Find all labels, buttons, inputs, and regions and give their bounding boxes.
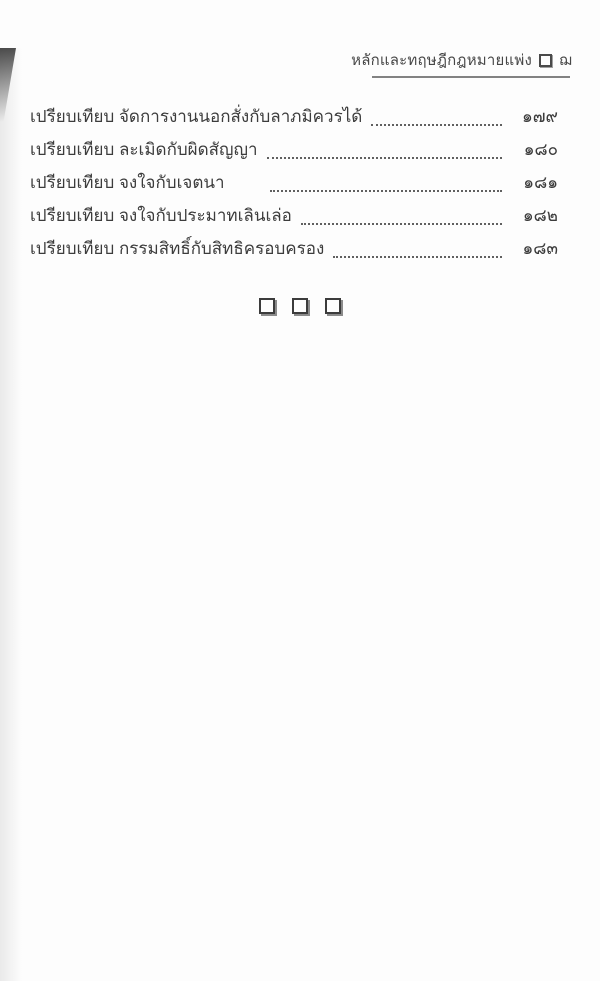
toc-entry-page-number: ๑๘๐ bbox=[523, 140, 558, 159]
toc-entry bbox=[30, 169, 558, 202]
toc-entry-label: เปรียบเทียบ จงใจกับประมาทเลินเล่อ bbox=[30, 206, 292, 225]
toc-entry-page-number: ๑๘๑ bbox=[523, 173, 558, 192]
toc-entry-page-number: ๑๗๙ bbox=[521, 107, 558, 126]
toc-entry-label: เปรียบเทียบ จัดการงานนอกสั่งกับลาภมิควรได้ bbox=[30, 107, 363, 126]
shadowed-square-icon bbox=[325, 298, 341, 314]
dot-leader bbox=[333, 256, 502, 258]
toc-entry-page-number: ๑๘๒ bbox=[522, 206, 558, 225]
toc-entry-label: เปรียบเทียบ กรรมสิทธิ์กับสิทธิครอบครอง bbox=[30, 239, 325, 258]
table-of-contents bbox=[30, 103, 558, 268]
scan-top-left-corner-shadow bbox=[0, 48, 16, 122]
toc-entry bbox=[30, 235, 558, 268]
dot-leader bbox=[267, 157, 502, 159]
dot-leader bbox=[270, 190, 502, 192]
dot-leader bbox=[301, 223, 502, 225]
running-header-title: หลักและทฤษฎีกฎหมายแพ่ง bbox=[351, 52, 532, 69]
shadowed-square-icon bbox=[259, 298, 275, 314]
section-end-squares bbox=[0, 298, 600, 314]
shadowed-square-icon bbox=[539, 54, 552, 67]
running-header bbox=[30, 48, 572, 72]
toc-entry bbox=[30, 136, 558, 169]
dot-leader bbox=[371, 124, 502, 126]
shadowed-square-icon bbox=[292, 298, 308, 314]
toc-entry-page-number: ๑๘๓ bbox=[522, 239, 558, 258]
header-page-letter: ฌ bbox=[558, 52, 572, 69]
toc-entry-label: เปรียบเทียบ จงใจกับเจตนา bbox=[30, 173, 225, 192]
header-rule bbox=[372, 76, 570, 78]
toc-entry bbox=[30, 202, 558, 235]
scan-left-edge-shadow bbox=[0, 48, 22, 981]
toc-entry bbox=[30, 103, 558, 136]
toc-entry-label: เปรียบเทียบ ละเมิดกับผิดสัญญา bbox=[30, 140, 258, 159]
